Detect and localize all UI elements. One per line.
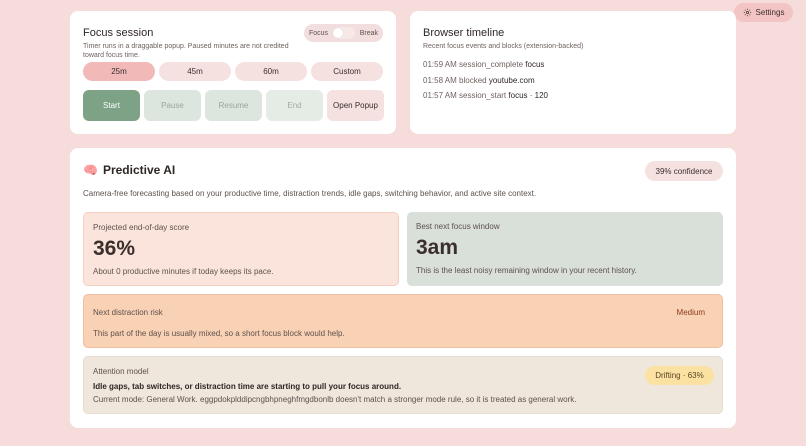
projected-score-label: Projected end-of-day score bbox=[93, 223, 190, 232]
distraction-risk-note: This part of the day is usually mixed, so a short focus block would help. bbox=[93, 329, 345, 338]
duration-options bbox=[83, 62, 383, 81]
event-time: 01:59 AM session_complete bbox=[423, 60, 524, 69]
focus-window-label: Best next focus window bbox=[416, 222, 500, 231]
settings-label: Settings bbox=[755, 8, 785, 17]
distraction-risk-label: Next distraction risk bbox=[93, 308, 163, 317]
event-detail: focus · 120 bbox=[508, 91, 548, 100]
distraction-risk-level: Medium bbox=[676, 308, 705, 317]
start-button[interactable]: Start bbox=[83, 90, 140, 121]
timeline-event bbox=[423, 90, 548, 106]
predictive-ai-description: Camera-free forecasting based on your productive time, distraction trends, idle gaps, switching behavior, and active site context. bbox=[83, 189, 537, 198]
focus-window-panel bbox=[407, 212, 723, 286]
brain-icon: 🧠 bbox=[83, 163, 98, 177]
focus-window-note: This is the least noisy remaining window in your recent history. bbox=[416, 266, 637, 275]
event-time: 01:57 AM session_start bbox=[423, 91, 507, 100]
focus-session-subtitle: Timer runs in a draggable popup. Paused minutes are not credited toward focus time. bbox=[83, 43, 289, 59]
toggle-focus-label: Focus bbox=[309, 29, 329, 37]
toggle-knob bbox=[333, 28, 343, 38]
focus-session-card bbox=[70, 11, 396, 134]
end-button[interactable]: End bbox=[266, 90, 323, 121]
timeline-title: Browser timeline bbox=[423, 27, 505, 39]
duration-60m-button[interactable]: 60m bbox=[235, 62, 307, 81]
drifting-badge: Drifting · 63% bbox=[645, 366, 714, 385]
attention-model-label: Attention model bbox=[93, 367, 149, 376]
focus-break-toggle[interactable] bbox=[304, 24, 383, 42]
duration-custom-button[interactable]: Custom bbox=[311, 62, 383, 81]
projected-score-note: About 0 productive minutes if today keeps its pace. bbox=[93, 267, 274, 276]
attention-model-panel bbox=[83, 356, 723, 414]
projected-score-panel bbox=[83, 212, 399, 286]
predictive-ai-card bbox=[70, 148, 736, 428]
resume-button[interactable]: Resume bbox=[205, 90, 262, 121]
timeline-event bbox=[423, 75, 548, 91]
pause-button[interactable]: Pause bbox=[144, 90, 201, 121]
timeline-event bbox=[423, 59, 548, 75]
distraction-risk-panel bbox=[83, 294, 723, 348]
gear-icon bbox=[743, 8, 752, 17]
timeline-subtitle: Recent focus events and blocks (extension-backed) bbox=[423, 43, 584, 50]
event-detail: focus bbox=[525, 60, 545, 69]
focus-session-title: Focus session bbox=[83, 27, 154, 39]
attention-mode: Current mode: General Work. eggpdokplddipcngbhpneghfmgdbonlb doesn't match a stronger mode rule, so it is treated as general work. bbox=[93, 395, 577, 404]
focus-window-value: 3am bbox=[416, 236, 459, 259]
duration-45m-button[interactable]: 45m bbox=[159, 62, 231, 81]
toggle-switch[interactable] bbox=[333, 27, 355, 39]
event-detail: youtube.com bbox=[488, 75, 535, 85]
attention-headline: Idle gaps, tab switches, or distraction time are starting to pull your focus around. bbox=[93, 382, 402, 391]
settings-button[interactable] bbox=[734, 3, 793, 22]
open-popup-button[interactable]: Open Popup bbox=[327, 90, 384, 121]
timeline-list bbox=[423, 59, 548, 106]
duration-25m-button[interactable]: 25m bbox=[83, 62, 155, 81]
event-time: 01:58 AM blocked bbox=[423, 75, 487, 85]
predictive-ai-header bbox=[83, 163, 175, 177]
projected-score-value: 36% bbox=[93, 237, 136, 260]
browser-timeline-card bbox=[410, 11, 736, 134]
toggle-break-label: Break bbox=[359, 29, 378, 37]
predictive-ai-title: Predictive AI bbox=[102, 163, 176, 177]
confidence-badge: 39% confidence bbox=[645, 161, 723, 181]
session-controls bbox=[83, 90, 384, 121]
